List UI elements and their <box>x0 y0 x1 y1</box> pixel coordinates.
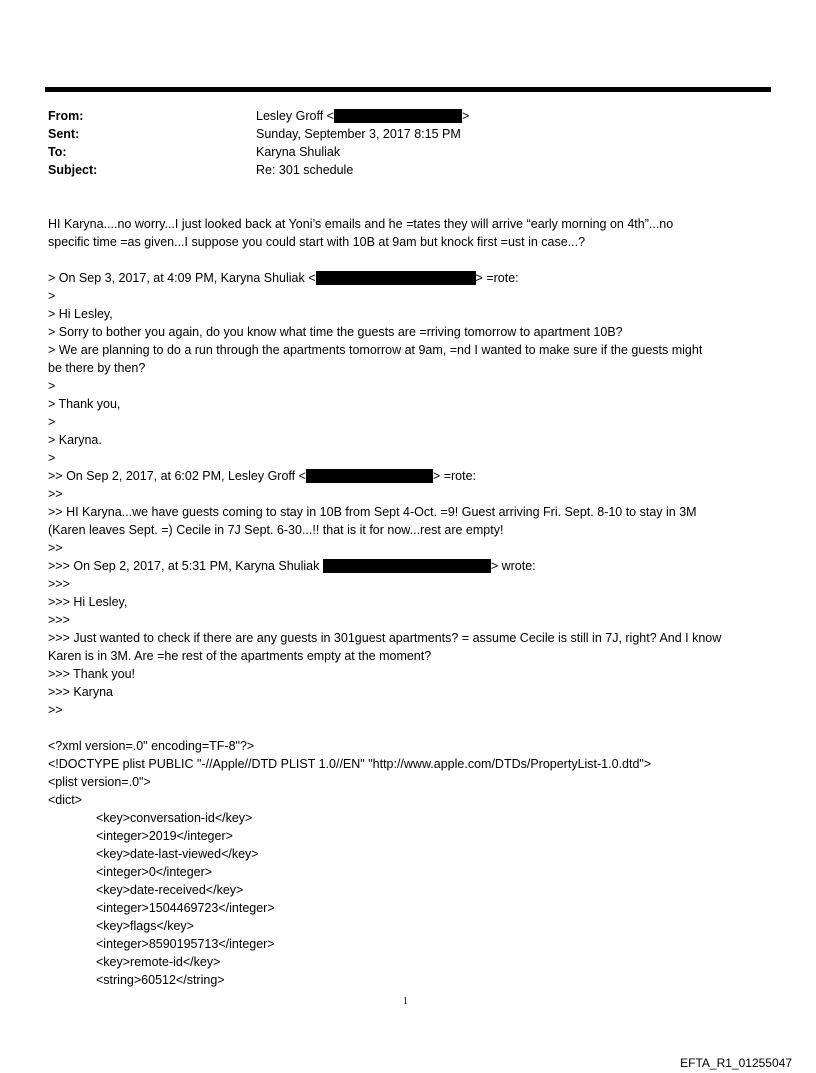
quote-line: > <box>48 289 56 303</box>
quote-line: > Karyna. <box>48 433 102 447</box>
subject-label: Subject: <box>48 163 98 177</box>
body-line: specific time =as given...I suppose you could start with 10B at 9am but knock first =ust in case...? <box>48 235 586 249</box>
quote-line <box>48 559 536 573</box>
xml-line: <plist version=.0"> <box>48 775 151 789</box>
quote-line: >> <box>48 541 63 555</box>
quote-line <box>48 271 519 285</box>
quote-line: >>> Thank you! <box>48 667 135 681</box>
body-line: HI Karyna....no worry...I just looked back at Yoni’s emails and he =tates they will arrive “early morning on 4th”...no <box>48 217 674 231</box>
quote-header-suffix: > =rote: <box>432 469 477 483</box>
quote-line: be there by then? <box>48 361 146 375</box>
xml-line: <key>date-received</key> <box>96 883 244 897</box>
xml-line: <integer>2019</integer> <box>96 829 233 843</box>
quote-line: >>> <box>48 613 70 627</box>
quote-line: >>> Hi Lesley, <box>48 595 128 609</box>
from-suffix: > <box>461 109 470 123</box>
from-value <box>256 109 469 123</box>
quote-line: >> HI Karyna...we have guests coming to stay in 10B from Sept 4-Oct. =9! Guest arriving Fri. Sept. 8-10 to stay in 3M <box>48 505 697 519</box>
quote-line <box>48 469 476 483</box>
xml-line: <integer>1504469723</integer> <box>96 901 275 915</box>
quote-line: > <box>48 451 56 465</box>
quote-line: > <box>48 415 56 429</box>
header-rule <box>45 87 771 92</box>
xml-line: <integer>8590195713</integer> <box>96 937 275 951</box>
xml-line: <!DOCTYPE plist PUBLIC "-//Apple//DTD PLIST 1.0//EN" "http://www.apple.com/DTDs/PropertyList-1.0.dtd"> <box>48 757 652 771</box>
xml-line: <?xml version=.0" encoding=TF-8"?> <box>48 739 255 753</box>
xml-line: <dict> <box>48 793 83 807</box>
xml-line: <string>60512</string> <box>96 973 225 987</box>
quote-line: > <box>48 379 56 393</box>
quote-line: >>> Karyna <box>48 685 113 699</box>
quote-line: (Karen leaves Sept. =) Cecile in 7J Sept. 6-30...!! that is it for now...rest are empty! <box>48 523 504 537</box>
quote-line: >>> Just wanted to check if there are any guests in 301guest apartments? = assume Cecile is still in 7J, right? And I know <box>48 631 722 645</box>
quote-header-suffix: > wrote: <box>490 559 536 573</box>
from-name: Lesley Groff < <box>256 109 334 123</box>
quote-line: > Hi Lesley, <box>48 307 113 321</box>
from-label: From: <box>48 109 84 123</box>
quote-header-text: > On Sep 3, 2017, at 4:09 PM, Karyna Shuliak < <box>48 271 316 285</box>
page-number: 1 <box>403 996 408 1007</box>
bates-number: EFTA_R1_01255047 <box>680 1056 792 1070</box>
xml-line: <key>date-last-viewed</key> <box>96 847 259 861</box>
redaction-bar <box>334 109 462 123</box>
quote-line: Karen is in 3M. Are =he rest of the apartments empty at the moment? <box>48 649 432 663</box>
xml-line: <key>flags</key> <box>96 919 194 933</box>
xml-line: <integer>0</integer> <box>96 865 213 879</box>
to-label: To: <box>48 145 67 159</box>
quote-line: > Thank you, <box>48 397 121 411</box>
redaction-bar <box>306 469 433 483</box>
sent-value: Sunday, September 3, 2017 8:15 PM <box>256 127 461 141</box>
subject-value: Re: 301 schedule <box>256 163 354 177</box>
quote-line: > Sorry to bother you again, do you know what time the guests are =rriving tomorrow to apartment 10B? <box>48 325 623 339</box>
sent-label: Sent: <box>48 127 80 141</box>
quote-line: >>> <box>48 577 70 591</box>
redaction-bar <box>323 559 491 573</box>
redaction-bar <box>316 271 476 285</box>
quote-header-suffix: > =rote: <box>475 271 519 285</box>
quote-line: >> <box>48 487 63 501</box>
quote-header-text: >>> On Sep 2, 2017, at 5:31 PM, Karyna Shuliak <box>48 559 323 573</box>
xml-line: <key>conversation-id</key> <box>96 811 253 825</box>
to-value: Karyna Shuliak <box>256 145 341 159</box>
quote-header-text: >> On Sep 2, 2017, at 6:02 PM, Lesley Groff < <box>48 469 306 483</box>
quote-line: > We are planning to do a run through the apartments tomorrow at 9am, =nd I wanted to make sure if the guests might <box>48 343 703 357</box>
xml-line: <key>remote-id</key> <box>96 955 221 969</box>
quote-line: >> <box>48 703 63 717</box>
